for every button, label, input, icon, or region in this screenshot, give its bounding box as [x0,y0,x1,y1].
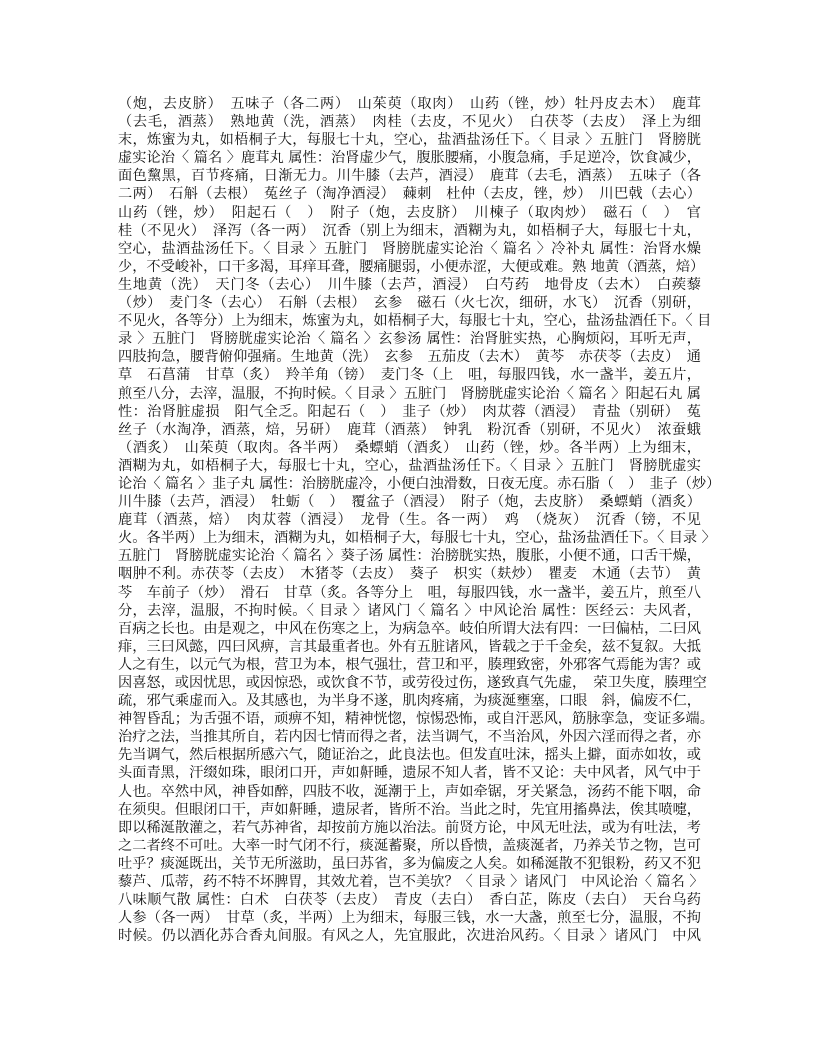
text-line: 酒糊为丸，如梧桐子大，每服七十丸，空心，盐酒盐汤任下。〈 目录 〉五脏门 肾膀胱虚实 [118,457,701,474]
text-line: 人之有生，以元气为根，营卫为本，根气强壮，营卫和平，腠理致密，外邪客气焉能为害？或 [118,656,701,673]
text-line: 鹿茸（酒蒸，焙） 肉苁蓉（酒浸） 龙骨（生。各一两） 鸡 （烧灰） 沉香（镑，不见 [118,512,701,529]
text-line: 生地黄（洗） 天门冬（去心） 川牛膝（去芦，酒浸） 白芍药 地骨皮（去木） 白蒺藜 [118,276,701,293]
text-line: 藜芦、瓜蒂，药不特不坏脾胃，其效尤着，岂不美欤？〈 目录 〉诸风门 中风论治〈 篇名 〉 [118,874,704,891]
text-line: 面色黧黑，百节疼痛，日渐无力。川牛膝（去芦，酒浸） 鹿茸（去毛，酒蒸） 五味子（各 [118,168,701,185]
text-line: （炒） 麦门冬（去心） 石斛（去根） 玄参 磁石（火七次，细研，水飞） 沉香（别研， [118,295,701,312]
text-line: 五脏门 肾膀胱虚实论治〈 篇名 〉葵子汤 属性：治膀胱实热，腹胀，小便不通，口舌干燥， [118,548,701,565]
text-line: （炮，去皮脐） 五味子（各二两） 山茱萸（取肉） 山药（锉，炒）牡丹皮去木） 鹿茸 [118,96,701,112]
text-line: 时候。仍以酒化苏合香丸间服。有风之人，先宜服此，次进治风药。〈 目录 〉诸风门 中风 [118,928,701,945]
text-line: 因喜怒，或因忧思，或因惊恐，或饮食不节，或劳役过伤，遂致真气先虚， 荣卫失度，腠理空 [118,675,707,691]
text-line: 录 〉五脏门 肾膀胱虚实论治〈 篇名 〉玄参汤 属性：治肾脏实热，心胸烦闷，耳听无声， [118,331,701,348]
text-line: 痱，三曰风懿，四曰风痹，言其最重者也。外有五脏诸风，皆载之于千金矣，兹不复叙。大抵 [118,638,701,655]
text-line: 性：治肾脏虚损 阳气全乏。阳起石（ ） 韭子（炒） 肉苁蓉（酒浸） 青盐（别研） 菟 [118,403,701,420]
text-line: 丝子（水淘净，酒蒸，焙，另研） 鹿茸（酒蒸） 钟乳 粉沉香（别研，不见火） 浓蚕蛾 [118,421,701,438]
text-line: 山药（锉，炒） 阳起石（ ） 附子（炮，去皮脐） 川楝子（取肉炒） 磁石（ ） 官 [118,204,701,221]
text-line: 虚实论治〈 篇名 〉鹿茸丸 属性：治肾虚少气，腹胀腰痛，小腹急痛，手足逆冷，饮食减少， [118,150,701,167]
text-line: 神智昏乱；为舌强不语，顽痹不知，精神恍惚，惊惕恐怖，或自汗恶风，筋脉挛急，变证多端。 [118,711,714,728]
text-line: 即以稀涎散灌之，若气苏神省，却按前方施以治法。前贤方论，中风无吐法，或为有吐法，考 [118,819,701,836]
text-line: 治疗之法，当推其所自，若内因七情而得之者，法当调气，不当治风，外因六淫而得之者，亦 [118,729,701,746]
text-line: 在须臾。但眼闭口干，声如鼾睡，遗尿者，皆所不治。当此之时，先宜用搐鼻法，俟其喷嚏， [118,801,701,818]
text-line: 芩 车前子（炒） 滑石 甘草（炙。各等分上 咀，每服四钱，水一盏半，姜五片，煎至八 [118,584,701,601]
text-line: （去毛，酒蒸） 熟地黄（洗，酒蒸） 肉桂（去皮，不见火） 白茯苓（去皮） 泽上为细 [118,114,701,131]
text-line: 吐乎？痰涎既出，关节无所滋助，虽曰苏省，多为偏废之人矣。如稀涎散不犯银粉，药又不犯 [118,855,701,872]
text-line: 二两） 石斛（去根） 菟丝子（淘净酒浸） 蕀刺 杜仲（去皮，锉，炒） 川巴戟（去心） [118,186,701,203]
text-line: 末，炼蜜为丸，如梧桐子大，每服七十丸，空心，盐酒盐汤任下。〈 目录 〉五脏门 肾膀胱 [118,132,701,149]
text-line: 咽肿不利。赤茯苓（去皮） 木猪苓（去皮） 葵子 枳实（麸炒） 瞿麦 木通（去节） 黄 [118,566,701,583]
text-line: 分，去滓，温服，不拘时候。〈 目录 〉诸风门〈 篇名 〉中风论治 属性：医经云：夫风者， [118,602,701,619]
text-line: 川牛膝（去芦，酒浸） 牡蛎（ ） 覆盆子（酒浸） 附子（炮，去皮脐） 桑螵蛸（酒炙） [118,494,701,511]
text-line: 先当调气，然后根据所感六气，随证治之，此良法也。但发直吐沫，摇头上擗，面赤如妆，或 [118,747,701,764]
text-line: 人参（各一两） 甘草（炙，半两）上为细末，每服三钱，水一大盏，煎至七分，温服，不拘 [118,910,701,927]
text-line: 八味顺气散 属性：白术 白茯苓（去皮） 青皮（去白） 香白芷，陈皮（去白） 天台乌药 [118,892,701,909]
text-line: 桂（不见火） 泽泻（各一两） 沉香（别上为细末，酒糊为丸，如梧桐子大，每服七十丸， [118,222,701,239]
text-line: 不见火，各等分）上为细末，炼蜜为丸，如梧桐子大，每服七十丸，空心，盐汤盐酒任下。〈 目 [118,313,712,330]
text-line: 之二者终不可吐。大率一时气闭不行，痰涎蓄聚，所以昏愦，盖痰涎者，乃养关节之物，岂可 [118,837,701,854]
text-line: 煎至八分，去滓，温服，不拘时候。〈 目录 〉五脏门 肾膀胱虚实论治〈 篇名 〉阳起石丸 属 [118,385,701,402]
text-line: 论治〈 篇名 〉韭子丸 属性：治膀胱虚冷，小便白浊滑数，日夜无度。赤石脂（ ） 韭子（炒） [118,475,721,492]
text-line: 空心，盐酒盐汤任下。〈 目录 〉五脏门 肾膀胱虚实论治〈 篇名 〉冷补丸 属性：治肾水燥 [118,240,701,257]
text-line: 四肢拘急，腰背俯仰强痛。生地黄（洗） 玄参 五茄皮（去木） 黄芩 赤茯苓（去皮） 通 [118,349,701,366]
text-line: 人也。卒然中风，神昏如醉，四肢不收，涎潮于上，声如牵锯，牙关紧急，汤药不能下咽，命 [118,783,701,800]
text-line: 草 石菖蒲 甘草（炙） 羚羊角（镑） 麦门冬（上 咀，每服四钱，水一盏半，姜五片， [118,367,701,384]
text-line: 头面青黑，汗缀如珠，眼闭口开，声如鼾睡，遗尿不知人者，皆不又论：夫中风者，风气中于 [118,765,701,782]
document-body [118,95,721,945]
text-line: 少，不受峻补，口干多渴，耳痒耳聋，腰痛腿弱，小便赤涩，大便或难。熟 地黄（酒蒸，焙） [118,258,705,275]
text-line: 百病之长也。由是观之，中风在伤寒之上，为病急卒。岐伯所谓大法有四：一曰偏枯，二曰风 [118,620,701,637]
text-line: 疏，邪气乘虚而入。及其感也，为半身不遂，肌肉疼痛，为痰涎壅塞，口眼 斜，偏废不仁， [118,693,701,710]
text-line: （酒炙） 山茱萸（取肉。各半两） 桑螵蛸（酒炙） 山药（锉，炒。各半两）上为细末， [118,439,701,456]
text-line: 火。各半两）上为细末，酒糊为丸，如梧桐子大，每服七十丸，空心，盐汤盐酒任下。〈 目录 〉 [118,530,716,547]
